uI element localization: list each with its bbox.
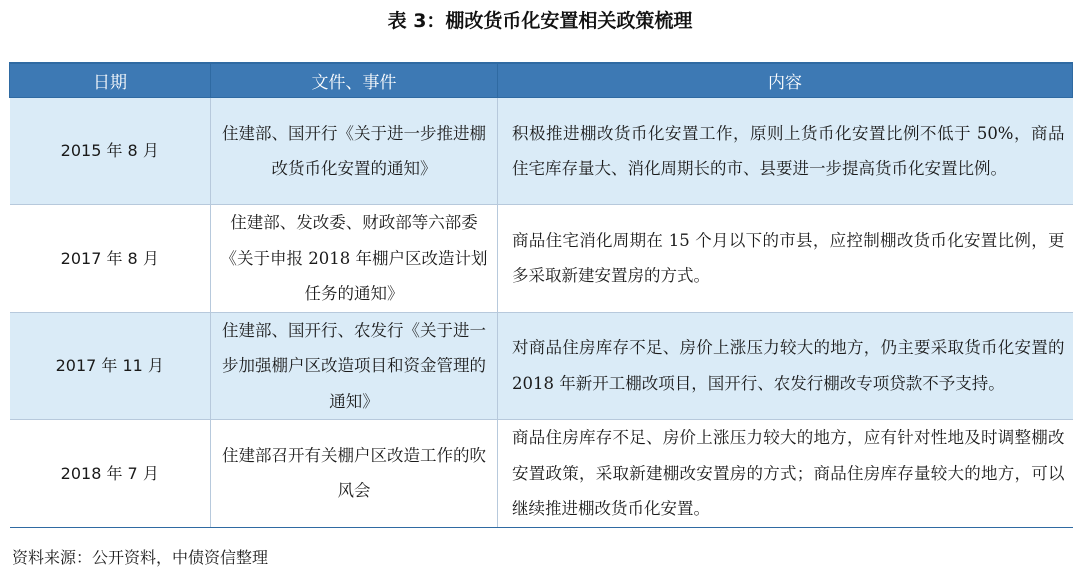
row-content: 商品住房库存不足、房价上涨压力较大的地方，应有针对性地及时调整棚改安置政策，采取新建棚改安置房的方式；商品住房库存量较大的地方，可以继续推进棚改货币化安置。 bbox=[498, 420, 1073, 528]
header-date: 日期 bbox=[10, 63, 211, 98]
row-document: 住建部、国开行《关于进一步推进棚改货币化安置的通知》 bbox=[211, 98, 498, 205]
row-content: 对商品住房库存不足、房价上涨压力较大的地方，仍主要采取货币化安置的 2018 年新开工棚改项目，国开行、农发行棚改专项贷款不予支持。 bbox=[498, 312, 1073, 420]
table-row bbox=[10, 205, 1073, 313]
row-document: 住建部召开有关棚户区改造工作的吹风会 bbox=[211, 420, 498, 528]
header-document: 文件、事件 bbox=[211, 63, 498, 98]
source-note: 资料来源：公开资料，中债资信整理 bbox=[12, 548, 269, 567]
row-content: 商品住宅消化周期在 15 个月以下的市县，应控制棚改货币化安置比例，更多采取新建安置房的方式。 bbox=[498, 205, 1073, 313]
policy-table bbox=[9, 62, 1073, 528]
table-title: 表 3：棚改货币化安置相关政策梳理 bbox=[387, 10, 693, 32]
row-document: 住建部、国开行、农发行《关于进一步加强棚户区改造项目和资金管理的通知》 bbox=[211, 312, 498, 420]
table-row bbox=[10, 420, 1073, 528]
header-content: 内容 bbox=[498, 63, 1073, 98]
row-content: 积极推进棚改货币化安置工作，原则上货币化安置比例不低于 50%，商品住宅库存量大、消化周期长的市、县要进一步提高货币化安置比例。 bbox=[498, 98, 1073, 205]
table-header-row bbox=[10, 63, 1073, 98]
table-row bbox=[10, 312, 1073, 420]
row-date: 2015 年 8 月 bbox=[10, 98, 211, 205]
row-date: 2017 年 11 月 bbox=[10, 312, 211, 420]
table-row bbox=[10, 98, 1073, 205]
row-document: 住建部、发改委、财政部等六部委《关于申报 2018 年棚户区改造计划任务的通知》 bbox=[211, 205, 498, 313]
row-date: 2017 年 8 月 bbox=[10, 205, 211, 313]
row-date: 2018 年 7 月 bbox=[10, 420, 211, 528]
